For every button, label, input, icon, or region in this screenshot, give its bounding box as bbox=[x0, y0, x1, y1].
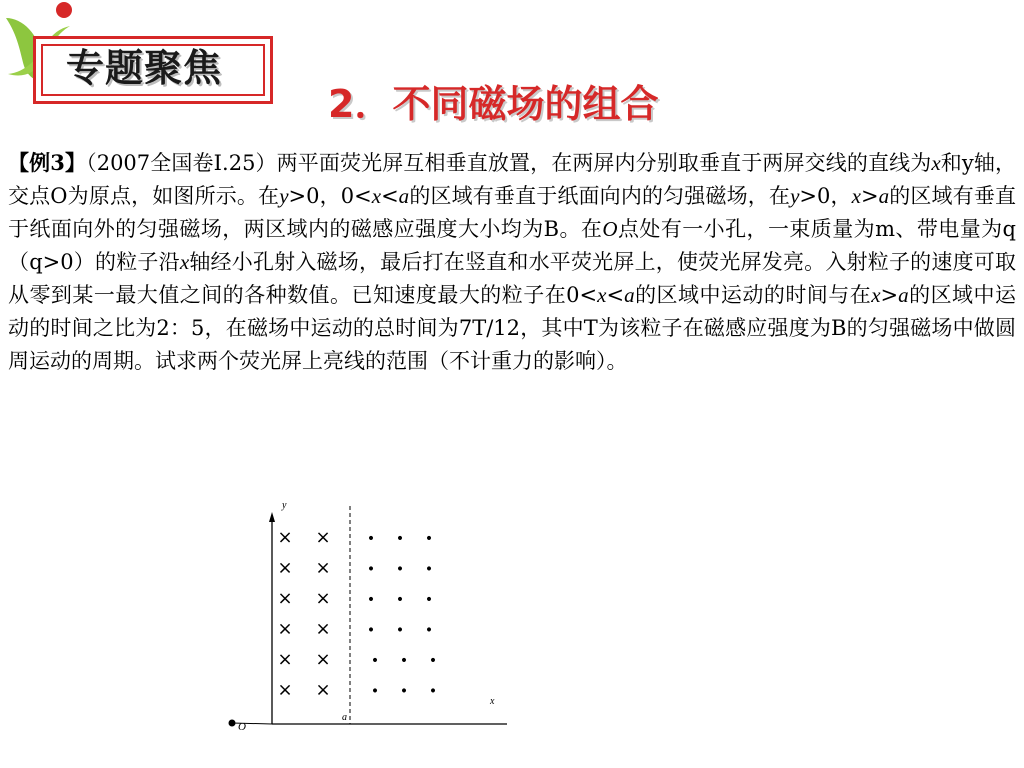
math-variable: a bbox=[624, 283, 635, 307]
x-axis-label: x bbox=[490, 696, 495, 707]
math-variable: x bbox=[597, 283, 607, 307]
field-into-page-mark: × bbox=[277, 618, 293, 640]
problem-text-segment: < bbox=[381, 184, 399, 208]
field-out-of-page-mark: • bbox=[428, 683, 438, 700]
field-out-of-page-mark: • bbox=[395, 531, 405, 547]
field-into-page-mark: × bbox=[277, 588, 293, 609]
field-into-page-mark: × bbox=[315, 679, 331, 701]
field-out-of-page-mark: • bbox=[424, 622, 434, 639]
problem-text-segment: < bbox=[606, 283, 625, 307]
problem-text-segment: 和y轴，交点O为原点，如图所示。在 bbox=[8, 151, 1016, 208]
problem-text-segment: 的区域有垂直于纸面向外的匀强磁场，两区域内的磁感应强度大小均为B。在 bbox=[8, 184, 1017, 241]
problem-text-segment: 的区域中运动的时间之比为2：5，在磁场中运动的总时间为7T/12，其中T为该粒子在磁感应强度为B的匀强磁场中做圆周运动的周期。试求两个荧光屏上亮线的范围（不计重力的影响）。 bbox=[8, 283, 1016, 373]
field-out-of-page-mark: • bbox=[366, 592, 376, 608]
problem-text-segment: >0，0< bbox=[288, 184, 372, 208]
field-marks bbox=[277, 527, 437, 701]
field-into-page-mark: × bbox=[277, 649, 293, 670]
problem-body bbox=[8, 151, 1016, 373]
math-variable: x bbox=[851, 184, 861, 208]
field-out-of-page-mark: • bbox=[370, 683, 380, 700]
math-variable: x bbox=[871, 283, 881, 307]
field-out-of-page-mark: • bbox=[395, 561, 405, 578]
field-out-of-page-mark: • bbox=[424, 561, 434, 578]
problem-text-segment: 点处有一小孔，一束质量为m、带电量为q（q>0）的粒子沿 bbox=[8, 217, 1016, 274]
magnetic-field-diagram bbox=[222, 492, 512, 742]
field-into-page-mark: × bbox=[315, 557, 331, 579]
logo-dot-shape bbox=[56, 2, 72, 18]
math-variable: a bbox=[398, 184, 410, 208]
field-out-of-page-mark: • bbox=[366, 531, 376, 547]
problem-text-segment: > bbox=[860, 184, 879, 208]
field-out-of-page-mark: • bbox=[424, 592, 434, 608]
y-axis-label: y bbox=[282, 500, 287, 511]
math-variable: y bbox=[279, 184, 289, 208]
field-out-of-page-mark: • bbox=[428, 653, 438, 669]
math-variable: y bbox=[790, 184, 800, 208]
math-variable: a bbox=[898, 283, 909, 307]
y-axis-arrow bbox=[269, 512, 275, 522]
math-variable: x bbox=[371, 184, 382, 208]
field-out-of-page-mark: • bbox=[399, 653, 409, 669]
field-out-of-page-mark: • bbox=[395, 622, 405, 639]
problem-text-segment: 的区域有垂直于纸面向内的匀强磁场，在 bbox=[409, 184, 791, 208]
problem-text bbox=[8, 146, 1016, 378]
problem-text-segment: （2007全国卷Ⅰ.25）两平面荧光屏互相垂直放置，在两屏内分别取垂直于两屏交线的直线为 bbox=[86, 151, 932, 175]
origin-label: O bbox=[238, 721, 246, 733]
field-out-of-page-mark: • bbox=[366, 622, 376, 639]
field-into-page-mark: × bbox=[315, 618, 331, 640]
field-into-page-mark: × bbox=[315, 588, 331, 609]
field-out-of-page-mark: • bbox=[424, 531, 434, 547]
problem-text-segment: 轴经小孔射入磁场，最后打在竖直和水平荧光屏上，使荧光屏发亮。入射粒子的速度可取从零到某一最大值之间的各种数值。已知速度最大的粒子在0< bbox=[8, 250, 1016, 307]
math-variable: a bbox=[878, 184, 890, 208]
problem-text-segment: >0， bbox=[799, 184, 852, 208]
example-tag: 【例3】 bbox=[8, 150, 87, 175]
field-out-of-page-mark: • bbox=[370, 653, 380, 669]
boundary-a-label: a bbox=[342, 712, 347, 723]
field-out-of-page-mark: • bbox=[366, 561, 376, 578]
field-into-page-mark: × bbox=[277, 679, 293, 701]
section-title: 2．不同磁场的组合 bbox=[328, 82, 659, 126]
field-out-of-page-mark: • bbox=[399, 683, 409, 700]
field-into-page-mark: × bbox=[315, 527, 331, 548]
problem-text-segment: 的区域中运动的时间与在 bbox=[634, 283, 872, 307]
problem-text-segment: > bbox=[880, 283, 899, 307]
field-into-page-mark: × bbox=[277, 557, 293, 579]
topic-label: 专题聚焦 bbox=[66, 46, 223, 90]
math-variable: x bbox=[179, 250, 190, 274]
math-variable: x bbox=[931, 151, 941, 175]
field-into-page-mark: × bbox=[277, 527, 293, 548]
field-out-of-page-mark: • bbox=[395, 592, 405, 608]
math-variable: O bbox=[602, 217, 618, 241]
field-into-page-mark: × bbox=[315, 649, 331, 670]
